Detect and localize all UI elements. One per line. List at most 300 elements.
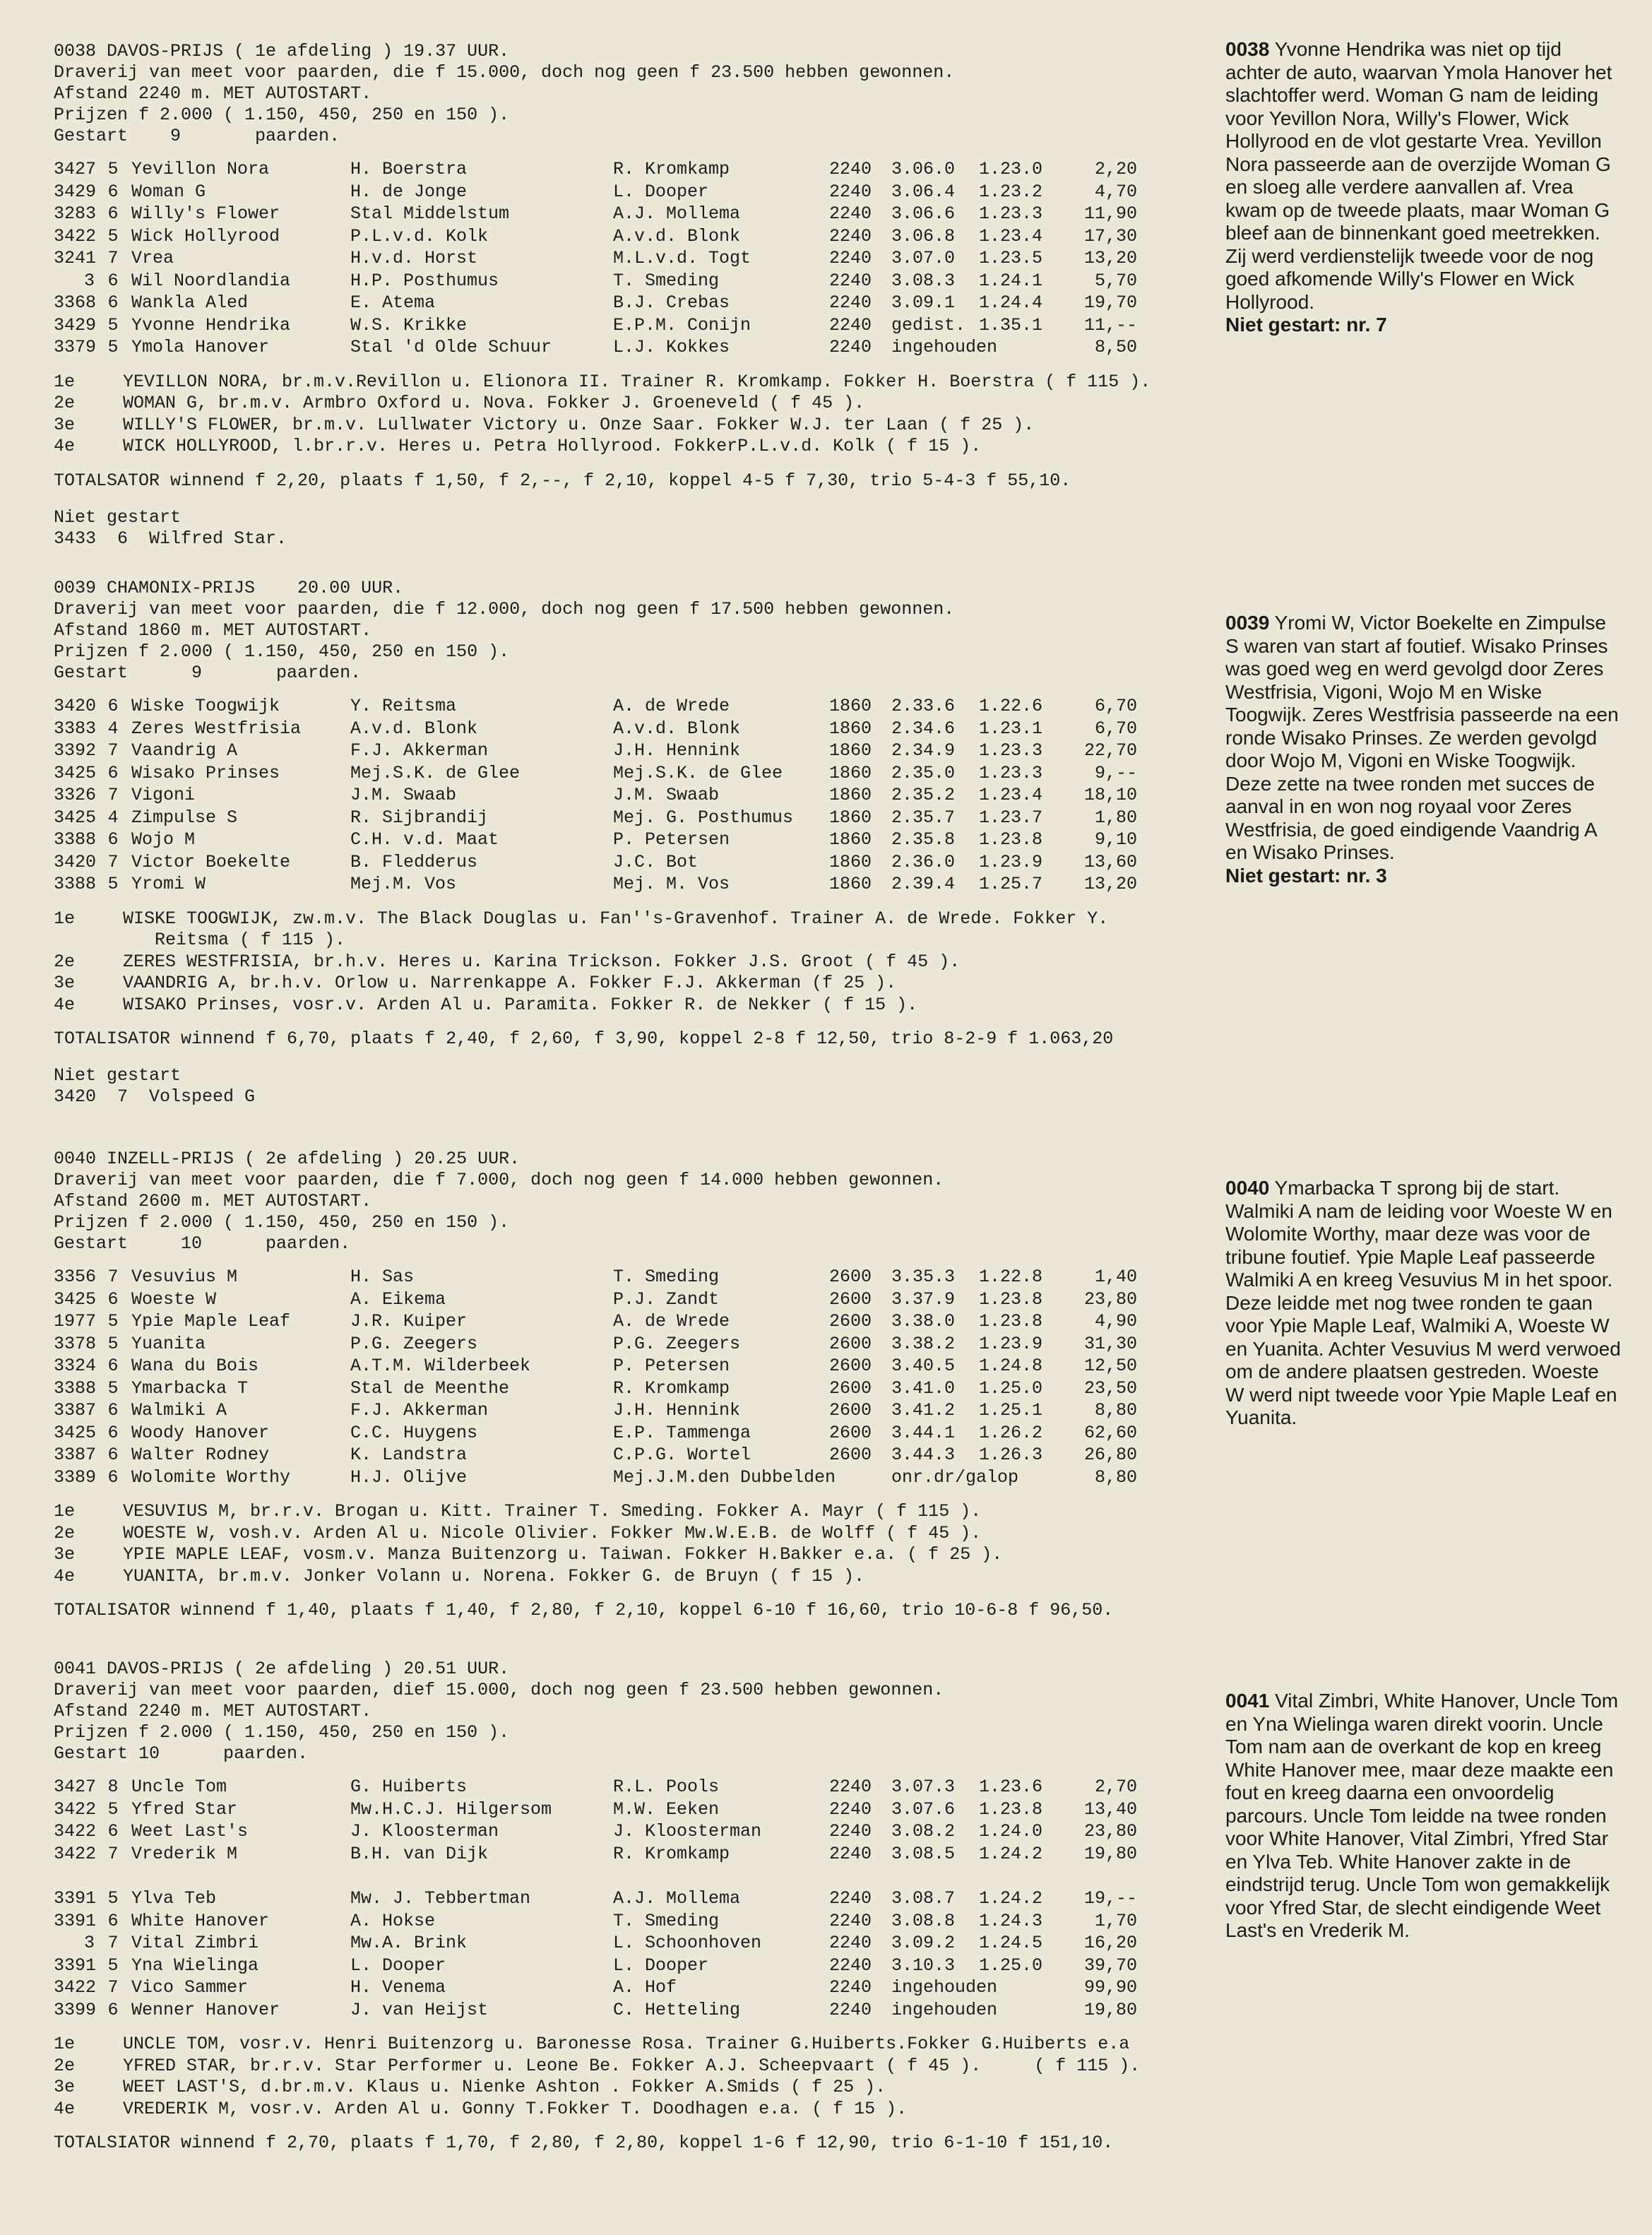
runner-number: 3 bbox=[83, 270, 95, 291]
race-distance-value: 1860 bbox=[829, 762, 872, 783]
runners-table bbox=[54, 1776, 1226, 2021]
race-distance-value: 2240 bbox=[829, 1955, 872, 1976]
runner-number: 3422 bbox=[54, 225, 97, 247]
trainer-name: A. de Wrede bbox=[613, 696, 730, 716]
placing-text: YPIE MAPLE LEAF, vosm.v. Manza Buitenzorg u. Taiwan. Fokker H.Bakker e.a. ( f 25 ). bbox=[123, 1544, 1003, 1565]
finish-time: 3.08.3 bbox=[891, 270, 956, 291]
placing-text: YUANITA, br.m.v. Jonker Volann u. Norena. Fokker G. de Bruyn ( f 15 ). bbox=[123, 1565, 865, 1587]
runner-age: 6 bbox=[107, 1400, 119, 1421]
trainer-name: E.P. Tammenga bbox=[613, 1422, 751, 1443]
odds: 31,30 bbox=[1083, 1333, 1137, 1354]
finish-time: 3.07.0 bbox=[891, 248, 956, 268]
placing-text: ZERES WESTFRISIA, br.h.v. Heres u. Karina Trickson. Fokker J.S. Groot ( f 45 ). bbox=[123, 951, 961, 972]
race-distance-value: 1860 bbox=[829, 807, 872, 828]
finish-time: 3.09.1 bbox=[891, 292, 956, 313]
owner-name: B.H. van Dijk bbox=[350, 1843, 489, 1864]
runner-age: 5 bbox=[107, 1377, 119, 1399]
runner-row bbox=[54, 1377, 1226, 1400]
race-started: Gestart 10 paarden. bbox=[54, 1743, 309, 1764]
km-time: 1.25.1 bbox=[979, 1400, 1043, 1421]
placing-position: 2e bbox=[54, 1522, 76, 1543]
finish-time: 2.39.4 bbox=[891, 874, 956, 894]
race-header: 0039 CHAMONIX-PRIJS 20.00 UUR. bbox=[54, 578, 404, 598]
runner-number: 3399 bbox=[54, 1999, 97, 2020]
km-time: 1.24.3 bbox=[979, 1910, 1043, 1931]
trainer-name: A.J. Mollema bbox=[613, 203, 741, 224]
runner-row bbox=[54, 873, 1226, 896]
placing-position: 4e bbox=[54, 994, 76, 1015]
finish-time: ingehouden bbox=[891, 1999, 998, 2020]
runner-age: 6 bbox=[107, 292, 119, 313]
race-0041 bbox=[54, 1659, 1226, 2154]
race-conditions: Draverij van meet voor paarden, die f 15.000, doch nog geen f 23.500 hebben gewonnen. bbox=[54, 62, 955, 83]
trainer-name: L. Dooper bbox=[613, 181, 709, 202]
race-distance: Afstand 2240 m. MET AUTOSTART. bbox=[54, 83, 372, 104]
owner-name: Y. Reitsma bbox=[350, 696, 457, 716]
runner-number: 3368 bbox=[54, 292, 97, 313]
race-distance-value: 2240 bbox=[829, 1977, 872, 1998]
odds: 4,70 bbox=[1094, 181, 1137, 202]
horse-name: Willy's Flower bbox=[131, 203, 280, 224]
runner-age: 6 bbox=[107, 1999, 119, 2020]
owner-name: Mw. J. Tebbertman bbox=[350, 1888, 531, 1909]
runner-row bbox=[54, 270, 1226, 292]
km-time: 1.24.2 bbox=[979, 1888, 1043, 1909]
horse-name: Wil Noordlandia bbox=[131, 270, 291, 291]
comment-text: Ymarbacka T sprong bij de start. Walmiki A nam de leiding voor Woeste W en Wolomite Worthy, maar deze was voor de tribune foutief. Ypie Maple Leaf passeerde Walmiki A en kreeg Vesuvius M in het spoor. Deze leidde met nog twee ronden te gaan voor Ypie Maple Leaf, Walmiki A, Woeste W en Yuanita. Achter Vesuvius M werd verwoed om de andere plaatsen gestreden. Woeste W werd nipt tweede voor Ypie Maple Leaf en Yuanita. bbox=[1225, 1177, 1621, 1428]
km-time: 1.23.3 bbox=[979, 762, 1043, 783]
horse-name: Woody Hanover bbox=[131, 1422, 270, 1443]
runner-age: 5 bbox=[107, 1888, 119, 1909]
owner-name: C.C. Huygens bbox=[350, 1422, 478, 1443]
runner-age: 7 bbox=[107, 851, 119, 872]
owner-name: J.R. Kuiper bbox=[350, 1311, 468, 1332]
runner-number: 3422 bbox=[54, 1798, 97, 1820]
horse-name: Weet Last's bbox=[131, 1821, 249, 1842]
owner-name: L. Dooper bbox=[350, 1955, 446, 1976]
runner-row bbox=[54, 1333, 1226, 1356]
odds: 13,60 bbox=[1083, 851, 1137, 872]
runner-number: 3429 bbox=[54, 181, 97, 202]
trainer-name: P.J. Zandt bbox=[613, 1288, 720, 1310]
runner-age: 6 bbox=[107, 1422, 119, 1443]
finish-time: 3.06.0 bbox=[891, 159, 956, 179]
runner-age: 5 bbox=[107, 874, 119, 894]
odds: 6,70 bbox=[1094, 696, 1137, 716]
runner-number: 3 bbox=[83, 1933, 95, 1953]
owner-name: H. Sas bbox=[350, 1267, 415, 1287]
race-header: 0038 DAVOS-PRIJS ( 1e afdeling ) 19.37 UUR. bbox=[54, 41, 510, 61]
runner-number: 3422 bbox=[54, 1977, 97, 1998]
owner-name: G. Huiberts bbox=[350, 1777, 468, 1797]
finish-time: 3.07.6 bbox=[891, 1798, 956, 1820]
odds: 39,70 bbox=[1083, 1955, 1137, 1976]
not-started-label: Niet gestart bbox=[54, 506, 182, 528]
owner-name: P.L.v.d. Kolk bbox=[350, 225, 489, 247]
finish-time: 3.06.8 bbox=[891, 225, 956, 247]
runner-row bbox=[54, 1310, 1226, 1333]
horse-name: Yevillon Nora bbox=[131, 159, 270, 179]
placing-position: 3e bbox=[54, 973, 76, 993]
odds: 8,80 bbox=[1094, 1466, 1137, 1488]
runner-row bbox=[54, 1910, 1226, 1933]
runner-number: 3391 bbox=[54, 1888, 97, 1909]
runner-row bbox=[54, 1355, 1226, 1377]
odds: 19,70 bbox=[1083, 292, 1137, 313]
km-time: 1.26.2 bbox=[979, 1422, 1043, 1443]
trainer-name: M.L.v.d. Togt bbox=[613, 248, 751, 268]
finish-time: 3.06.6 bbox=[891, 203, 956, 224]
odds: 9,10 bbox=[1094, 829, 1137, 850]
totalisator-line: TOTALSATOR winnend f 2,20, plaats f 1,50, f 2,--, f 2,10, koppel 4-5 f 7,30, trio 5-4-3 f 55,10. bbox=[54, 470, 1071, 491]
race-started: Gestart 10 paarden. bbox=[54, 1233, 351, 1254]
race-comment-0040 bbox=[1225, 1177, 1621, 1430]
placing-item bbox=[54, 415, 1226, 437]
race-started: Gestart 9 paarden. bbox=[54, 126, 340, 146]
finish-time: gedist. bbox=[891, 314, 966, 336]
trainer-name: A. de Wrede bbox=[613, 1311, 730, 1332]
not-started-section bbox=[54, 1065, 1226, 1108]
finish-time: 2.34.6 bbox=[891, 718, 956, 739]
owner-name: A. Eikema bbox=[350, 1288, 446, 1310]
runner-number: 3427 bbox=[54, 1777, 97, 1797]
horse-name: Vigoni bbox=[131, 785, 196, 805]
odds: 23,80 bbox=[1083, 1288, 1137, 1310]
horse-name: Woman G bbox=[131, 181, 206, 202]
runner-row bbox=[54, 1266, 1226, 1288]
runner-row bbox=[54, 740, 1226, 762]
race-prizes: Prijzen f 2.000 ( 1.150, 450, 250 en 150 ). bbox=[54, 1212, 510, 1233]
placing-position: 1e bbox=[54, 371, 76, 392]
runner-age: 4 bbox=[107, 807, 119, 828]
odds: 9,-- bbox=[1094, 762, 1137, 783]
race-comment-0039 bbox=[1225, 612, 1621, 887]
placings-list bbox=[54, 372, 1226, 458]
odds: 13,20 bbox=[1083, 874, 1137, 894]
horse-name: Walter Rodney bbox=[131, 1445, 270, 1465]
totalisator-line: TOTALISATOR winnend f 1,40, plaats f 1,40, f 2,80, f 2,10, koppel 6-10 f 16,60, trio 10-6-8 f 96,50. bbox=[54, 1600, 1114, 1620]
totalisator-line: TOTALSIATOR winnend f 2,70, plaats f 1,70, f 2,80, f 2,80, koppel 1-6 f 12,90, trio 6-1-10 f 151,10. bbox=[54, 2133, 1114, 2153]
runner-age: 6 bbox=[107, 270, 119, 291]
trainer-name: T. Smeding bbox=[613, 270, 720, 291]
owner-name: H. Boerstra bbox=[350, 159, 468, 179]
odds: 4,90 bbox=[1094, 1311, 1137, 1332]
runner-row bbox=[54, 1843, 1226, 1866]
placing-item bbox=[54, 1501, 1226, 1523]
odds: 1,40 bbox=[1094, 1267, 1137, 1287]
owner-name: Mw.A. Brink bbox=[350, 1933, 468, 1953]
runner-age: 7 bbox=[107, 1977, 119, 1998]
horse-name: White Hanover bbox=[131, 1910, 270, 1931]
runner-number: 3420 bbox=[54, 851, 97, 872]
trainer-name: C. Hetteling bbox=[613, 1999, 741, 2020]
placing-text: WEET LAST'S, d.br.m.v. Klaus u. Nienke Ashton . Fokker A.Smids ( f 25 ). bbox=[123, 2077, 886, 2097]
runner-number: 3388 bbox=[54, 1377, 97, 1399]
placing-item bbox=[54, 973, 1226, 995]
race-distance-value: 2240 bbox=[829, 337, 872, 357]
owner-name: C.H. v.d. Maat bbox=[350, 829, 499, 850]
runner-age: 6 bbox=[107, 1910, 119, 1931]
owner-name: P.G. Zeegers bbox=[350, 1333, 478, 1354]
comment-text: Yvonne Hendrika was niet op tijd achter de auto, waarvan Ymola Hanover het slachtoffer werd. Woman G nam de leiding voor Yevillon Nora, Willy's Flower, Wick Hollyrood en de vlot gestarte Vrea. Yevillon Nora passeerde aan de overzijde Woman G en sloeg alle verdere aanvallen af. Vrea kwam op de tweede plaats, maar Woman G bleef aan de binnenkant goed meetrekken. Zij werd verdienstelijk tweede voor de nog goed afkomende Willy's Flower en Wick Hollyrood. bbox=[1225, 38, 1612, 313]
race-distance-value: 1860 bbox=[829, 718, 872, 739]
horse-name: Yromi W bbox=[131, 874, 206, 894]
placing-item bbox=[54, 1566, 1226, 1588]
race-distance-value: 2240 bbox=[829, 1843, 872, 1864]
runner-row bbox=[54, 1976, 1226, 1999]
finish-time: 3.41.2 bbox=[891, 1400, 956, 1421]
horse-name: Zimpulse S bbox=[131, 807, 238, 828]
horse-name: Wojo M bbox=[131, 829, 196, 850]
placing-item bbox=[54, 2099, 1226, 2121]
runner-row bbox=[54, 695, 1226, 718]
km-time: 1.22.6 bbox=[979, 696, 1043, 716]
placings-list bbox=[54, 1501, 1226, 1587]
placing-item bbox=[54, 2034, 1226, 2056]
race-distance-value: 2240 bbox=[829, 1999, 872, 2020]
trainer-name: P. Petersen bbox=[613, 829, 730, 850]
odds: 12,50 bbox=[1083, 1356, 1137, 1376]
race-distance-value: 2600 bbox=[829, 1267, 872, 1287]
race-distance-value: 1860 bbox=[829, 874, 872, 894]
comment-not-started: Niet gestart: nr. 7 bbox=[1225, 314, 1387, 336]
placing-position: 2e bbox=[54, 951, 76, 972]
not-started-section bbox=[54, 507, 1226, 550]
placing-text: WISAKO Prinses, vosr.v. Arden Al u. Paramita. Fokker R. de Nekker ( f 15 ). bbox=[123, 994, 918, 1015]
comment-text: Vital Zimbri, White Hanover, Uncle Tom en Yna Wielinga waren direkt voorin. Uncle Tom nam aan de overkant de kop en kreeg White Hanover mee, maar deze maakte een fout en kreeg daarna een onvoordelig parcours. Uncle Tom leidde na twee ronden voor White Hanover, Vital Zimbri, Yfred Star en Ylva Teb. White Hanover zakte in de eindstrijd terug. Uncle Tom won gemakkelijk voor Yfred Star, de slecht eindigende Weet Last's en Vrederik M. bbox=[1225, 1690, 1619, 1941]
finish-time: 3.44.1 bbox=[891, 1422, 956, 1443]
placing-text: VESUVIUS M, br.r.v. Brogan u. Kitt. Trainer T. Smeding. Fokker A. Mayr ( f 115 ). bbox=[123, 1501, 982, 1522]
runner-number: 3425 bbox=[54, 762, 97, 783]
odds: 23,50 bbox=[1083, 1377, 1137, 1399]
placing-item bbox=[54, 2056, 1226, 2077]
runner-age: 4 bbox=[107, 718, 119, 739]
runner-age: 6 bbox=[107, 1445, 119, 1465]
trainer-name: J. Kloosterman bbox=[613, 1821, 762, 1842]
comment-race-number: 0039 bbox=[1225, 612, 1270, 634]
km-time: 1.23.8 bbox=[979, 1798, 1043, 1820]
finish-time: 3.06.4 bbox=[891, 181, 956, 202]
placing-text: WOESTE W, vosh.v. Arden Al u. Nicole Olivier. Fokker Mw.W.E.B. de Wolff ( f 45 ). bbox=[123, 1522, 982, 1543]
owner-name: A. Hokse bbox=[350, 1910, 436, 1931]
placings-list bbox=[54, 908, 1226, 1016]
placing-item bbox=[54, 1523, 1226, 1545]
runner-number: 3388 bbox=[54, 874, 97, 894]
placing-text: YEVILLON NORA, br.m.v.Revillon u. Elionora II. Trainer R. Kromkamp. Fokker H. Boerstra ( f 115 ). bbox=[123, 371, 1151, 392]
trainer-name: L.J. Kokkes bbox=[613, 337, 730, 357]
km-time: 1.23.3 bbox=[979, 203, 1043, 224]
race-distance-value: 2240 bbox=[829, 248, 872, 268]
odds: 2,70 bbox=[1094, 1777, 1137, 1797]
runner-number: 3388 bbox=[54, 829, 97, 850]
race-prizes: Prijzen f 2.000 ( 1.150, 450, 250 en 150 ). bbox=[54, 641, 510, 662]
finish-time: 3.44.3 bbox=[891, 1445, 956, 1465]
odds: 1,70 bbox=[1094, 1910, 1137, 1931]
race-distance: Afstand 2600 m. MET AUTOSTART. bbox=[54, 1191, 372, 1211]
trainer-name: L. Dooper bbox=[613, 1955, 709, 1976]
placing-position: 3e bbox=[54, 2077, 76, 2097]
placing-item bbox=[54, 436, 1226, 458]
comment-race-number: 0040 bbox=[1225, 1177, 1270, 1199]
placing-item bbox=[54, 1544, 1226, 1566]
finish-time: 3.08.7 bbox=[891, 1888, 956, 1909]
finish-time: 3.09.2 bbox=[891, 1933, 956, 1953]
km-time: 1.26.3 bbox=[979, 1445, 1043, 1465]
runner-number: 1977 bbox=[54, 1311, 97, 1332]
runner-age: 7 bbox=[107, 1933, 119, 1953]
km-time: 1.23.3 bbox=[979, 740, 1043, 761]
trainer-name: L. Schoonhoven bbox=[613, 1933, 762, 1953]
race-distance-value: 2240 bbox=[829, 1798, 872, 1820]
finish-time: 3.08.8 bbox=[891, 1910, 956, 1931]
owner-name: A.v.d. Blonk bbox=[350, 718, 478, 739]
race-distance-value: 2600 bbox=[829, 1333, 872, 1354]
runner-age: 5 bbox=[107, 1333, 119, 1354]
horse-name: Yvonne Hendrika bbox=[131, 314, 291, 336]
runner-row bbox=[54, 1422, 1226, 1445]
owner-name: J. Kloosterman bbox=[350, 1821, 499, 1842]
race-distance-value: 2600 bbox=[829, 1311, 872, 1332]
runner-row bbox=[54, 851, 1226, 874]
owner-name: H.v.d. Horst bbox=[350, 248, 478, 268]
runner-row bbox=[54, 1288, 1226, 1311]
race-distance-value: 2600 bbox=[829, 1356, 872, 1376]
placing-item bbox=[54, 951, 1226, 973]
trainer-name: A.J. Mollema bbox=[613, 1888, 741, 1909]
km-time: 1.24.1 bbox=[979, 270, 1043, 291]
runner-age: 6 bbox=[107, 1288, 119, 1310]
comment-text: Yromi W, Victor Boekelte en Zimpulse S waren van start af foutief. Wisako Prinses was goed weg en werd gevolgd door Zeres Westfrisia, Vigoni, Wojo M en Wiske Toogwijk. Zeres Westfrisia passeerde na een ronde Wisako Prinses. Ze werden gevolgd door Wojo M, Vigoni en Wiske Toogwijk. Deze zette na twee ronden met succes de aanval in en won nog royaal voor Zeres Westfrisia, de goed eindigende Vaandrig A en Wisako Prinses. bbox=[1225, 612, 1619, 863]
runner-row bbox=[54, 336, 1226, 359]
km-time: 1.23.0 bbox=[979, 159, 1043, 179]
horse-name: Ymarbacka T bbox=[131, 1377, 249, 1399]
race-prizes: Prijzen f 2.000 ( 1.150, 450, 250 en 150 ). bbox=[54, 105, 510, 125]
runner-row bbox=[54, 1798, 1226, 1821]
km-time: 1.23.8 bbox=[979, 1288, 1043, 1310]
placing-item bbox=[54, 908, 1226, 951]
runner-row bbox=[54, 314, 1226, 337]
runner-number: 3326 bbox=[54, 785, 97, 805]
odds: 19,80 bbox=[1083, 1999, 1137, 2020]
trainer-name: J.H. Hennink bbox=[613, 740, 741, 761]
km-time: 1.23.6 bbox=[979, 1777, 1043, 1797]
trainer-name: R. Kromkamp bbox=[613, 1377, 730, 1399]
horse-name: Vital Zimbri bbox=[131, 1933, 259, 1953]
horse-name: Vrea bbox=[131, 248, 174, 268]
runner-row bbox=[54, 1955, 1226, 1977]
horse-name: Wick Hollyrood bbox=[131, 225, 280, 247]
owner-name: B. Fledderus bbox=[350, 851, 478, 872]
runner-row bbox=[54, 762, 1226, 785]
odds: 8,50 bbox=[1094, 337, 1137, 357]
runner-row bbox=[54, 784, 1226, 807]
race-distance: Afstand 1860 m. MET AUTOSTART. bbox=[54, 620, 372, 641]
km-time: 1.23.8 bbox=[979, 829, 1043, 850]
km-time bbox=[1050, 336, 1074, 359]
finish-time: 3.35.3 bbox=[891, 1267, 956, 1287]
runner-number: 3387 bbox=[54, 1400, 97, 1421]
runner-age: 8 bbox=[107, 1777, 119, 1797]
trainer-name: A.v.d. Blonk bbox=[613, 225, 741, 247]
finish-time: 3.38.2 bbox=[891, 1333, 956, 1354]
trainer-name: P.G. Zeegers bbox=[613, 1333, 741, 1354]
finish-time: 3.40.5 bbox=[891, 1356, 956, 1376]
horse-name: Wisako Prinses bbox=[131, 762, 280, 783]
owner-name: H.P. Posthumus bbox=[350, 270, 499, 291]
owner-name: H.J. Olijve bbox=[350, 1466, 468, 1488]
horse-name: Walmiki A bbox=[131, 1400, 227, 1421]
race-distance-value: 2240 bbox=[829, 270, 872, 291]
owner-name: Stal Middelstum bbox=[350, 203, 510, 224]
placing-text: UNCLE TOM, vosr.v. Henri Buitenzorg u. Baronesse Rosa. Trainer G.Huiberts.Fokker G.Huiberts e.a bbox=[123, 2034, 1130, 2054]
race-distance-value: 1860 bbox=[829, 851, 872, 872]
runner-row bbox=[54, 1444, 1226, 1466]
finish-time: 2.34.9 bbox=[891, 740, 956, 761]
comment-race-number: 0038 bbox=[1225, 38, 1270, 60]
odds: 23,80 bbox=[1083, 1821, 1137, 1842]
race-distance-value: 2600 bbox=[829, 1422, 872, 1443]
horse-name: Wenner Hanover bbox=[131, 1999, 280, 2020]
km-time bbox=[1050, 1999, 1074, 2022]
trainer-name: B.J. Crebas bbox=[613, 292, 730, 313]
runner-age: 6 bbox=[107, 1356, 119, 1376]
trainer-name: Mej.S.K. de Glee bbox=[613, 762, 783, 783]
runner-row bbox=[54, 829, 1226, 851]
runner-row bbox=[54, 807, 1226, 829]
placing-text: WICK HOLLYROOD, l.br.r.v. Heres u. Petra Hollyrood. FokkerP.L.v.d. Kolk ( f 15 ). bbox=[123, 436, 982, 456]
trainer-name: E.P.M. Conijn bbox=[613, 314, 751, 336]
race-0038 bbox=[54, 41, 1226, 578]
race-distance: Afstand 2240 m. MET AUTOSTART. bbox=[54, 1701, 372, 1721]
horse-name: Ypie Maple Leaf bbox=[131, 1311, 291, 1332]
trainer-name: A.v.d. Blonk bbox=[613, 718, 741, 739]
comment-race-number: 0041 bbox=[1225, 1690, 1270, 1712]
km-time: 1.23.5 bbox=[979, 248, 1043, 268]
trainer-name: Mej. G. Posthumus bbox=[613, 807, 794, 828]
race-prizes: Prijzen f 2.000 ( 1.150, 450, 250 en 150 ). bbox=[54, 1722, 510, 1743]
trainer-name: R. Kromkamp bbox=[613, 1843, 730, 1864]
race-distance-value: 2240 bbox=[829, 159, 872, 179]
finish-time: 2.35.2 bbox=[891, 785, 956, 805]
placing-item bbox=[54, 995, 1226, 1016]
horse-name: Woeste W bbox=[131, 1288, 217, 1310]
trainer-name: T. Smeding bbox=[613, 1910, 720, 1931]
runner-row bbox=[54, 1932, 1226, 1955]
odds: 6,70 bbox=[1094, 718, 1137, 739]
placing-text: VREDERIK M, vosr.v. Arden Al u. Gonny T.Fokker T. Doodhagen e.a. ( f 15 ). bbox=[123, 2098, 908, 2119]
runner-number: 3387 bbox=[54, 1445, 97, 1465]
placing-item bbox=[54, 393, 1226, 415]
km-time: 1.24.4 bbox=[979, 292, 1043, 313]
comment-not-started: Niet gestart: nr. 3 bbox=[1225, 864, 1387, 887]
finish-time: 3.41.0 bbox=[891, 1377, 956, 1399]
km-time: 1.23.1 bbox=[979, 718, 1043, 739]
runner-number: 3425 bbox=[54, 1422, 97, 1443]
odds: 8,80 bbox=[1094, 1400, 1137, 1421]
finish-time: 2.35.8 bbox=[891, 829, 956, 850]
odds: 16,20 bbox=[1083, 1933, 1137, 1953]
runner-age: 6 bbox=[107, 203, 119, 224]
race-distance-value: 2240 bbox=[829, 314, 872, 336]
race-conditions: Draverij van meet voor paarden, die f 7.000, doch nog geen f 14.000 hebben gewonnen. bbox=[54, 1170, 944, 1190]
race-distance-value: 2240 bbox=[829, 1777, 872, 1797]
odds: 19,80 bbox=[1083, 1843, 1137, 1864]
trainer-name: C.P.G. Wortel bbox=[613, 1445, 751, 1465]
runner-age: 7 bbox=[107, 248, 119, 268]
trainer-name: Mej. M. Vos bbox=[613, 874, 730, 894]
odds: 5,70 bbox=[1094, 270, 1137, 291]
finish-time: 2.36.0 bbox=[891, 851, 956, 872]
